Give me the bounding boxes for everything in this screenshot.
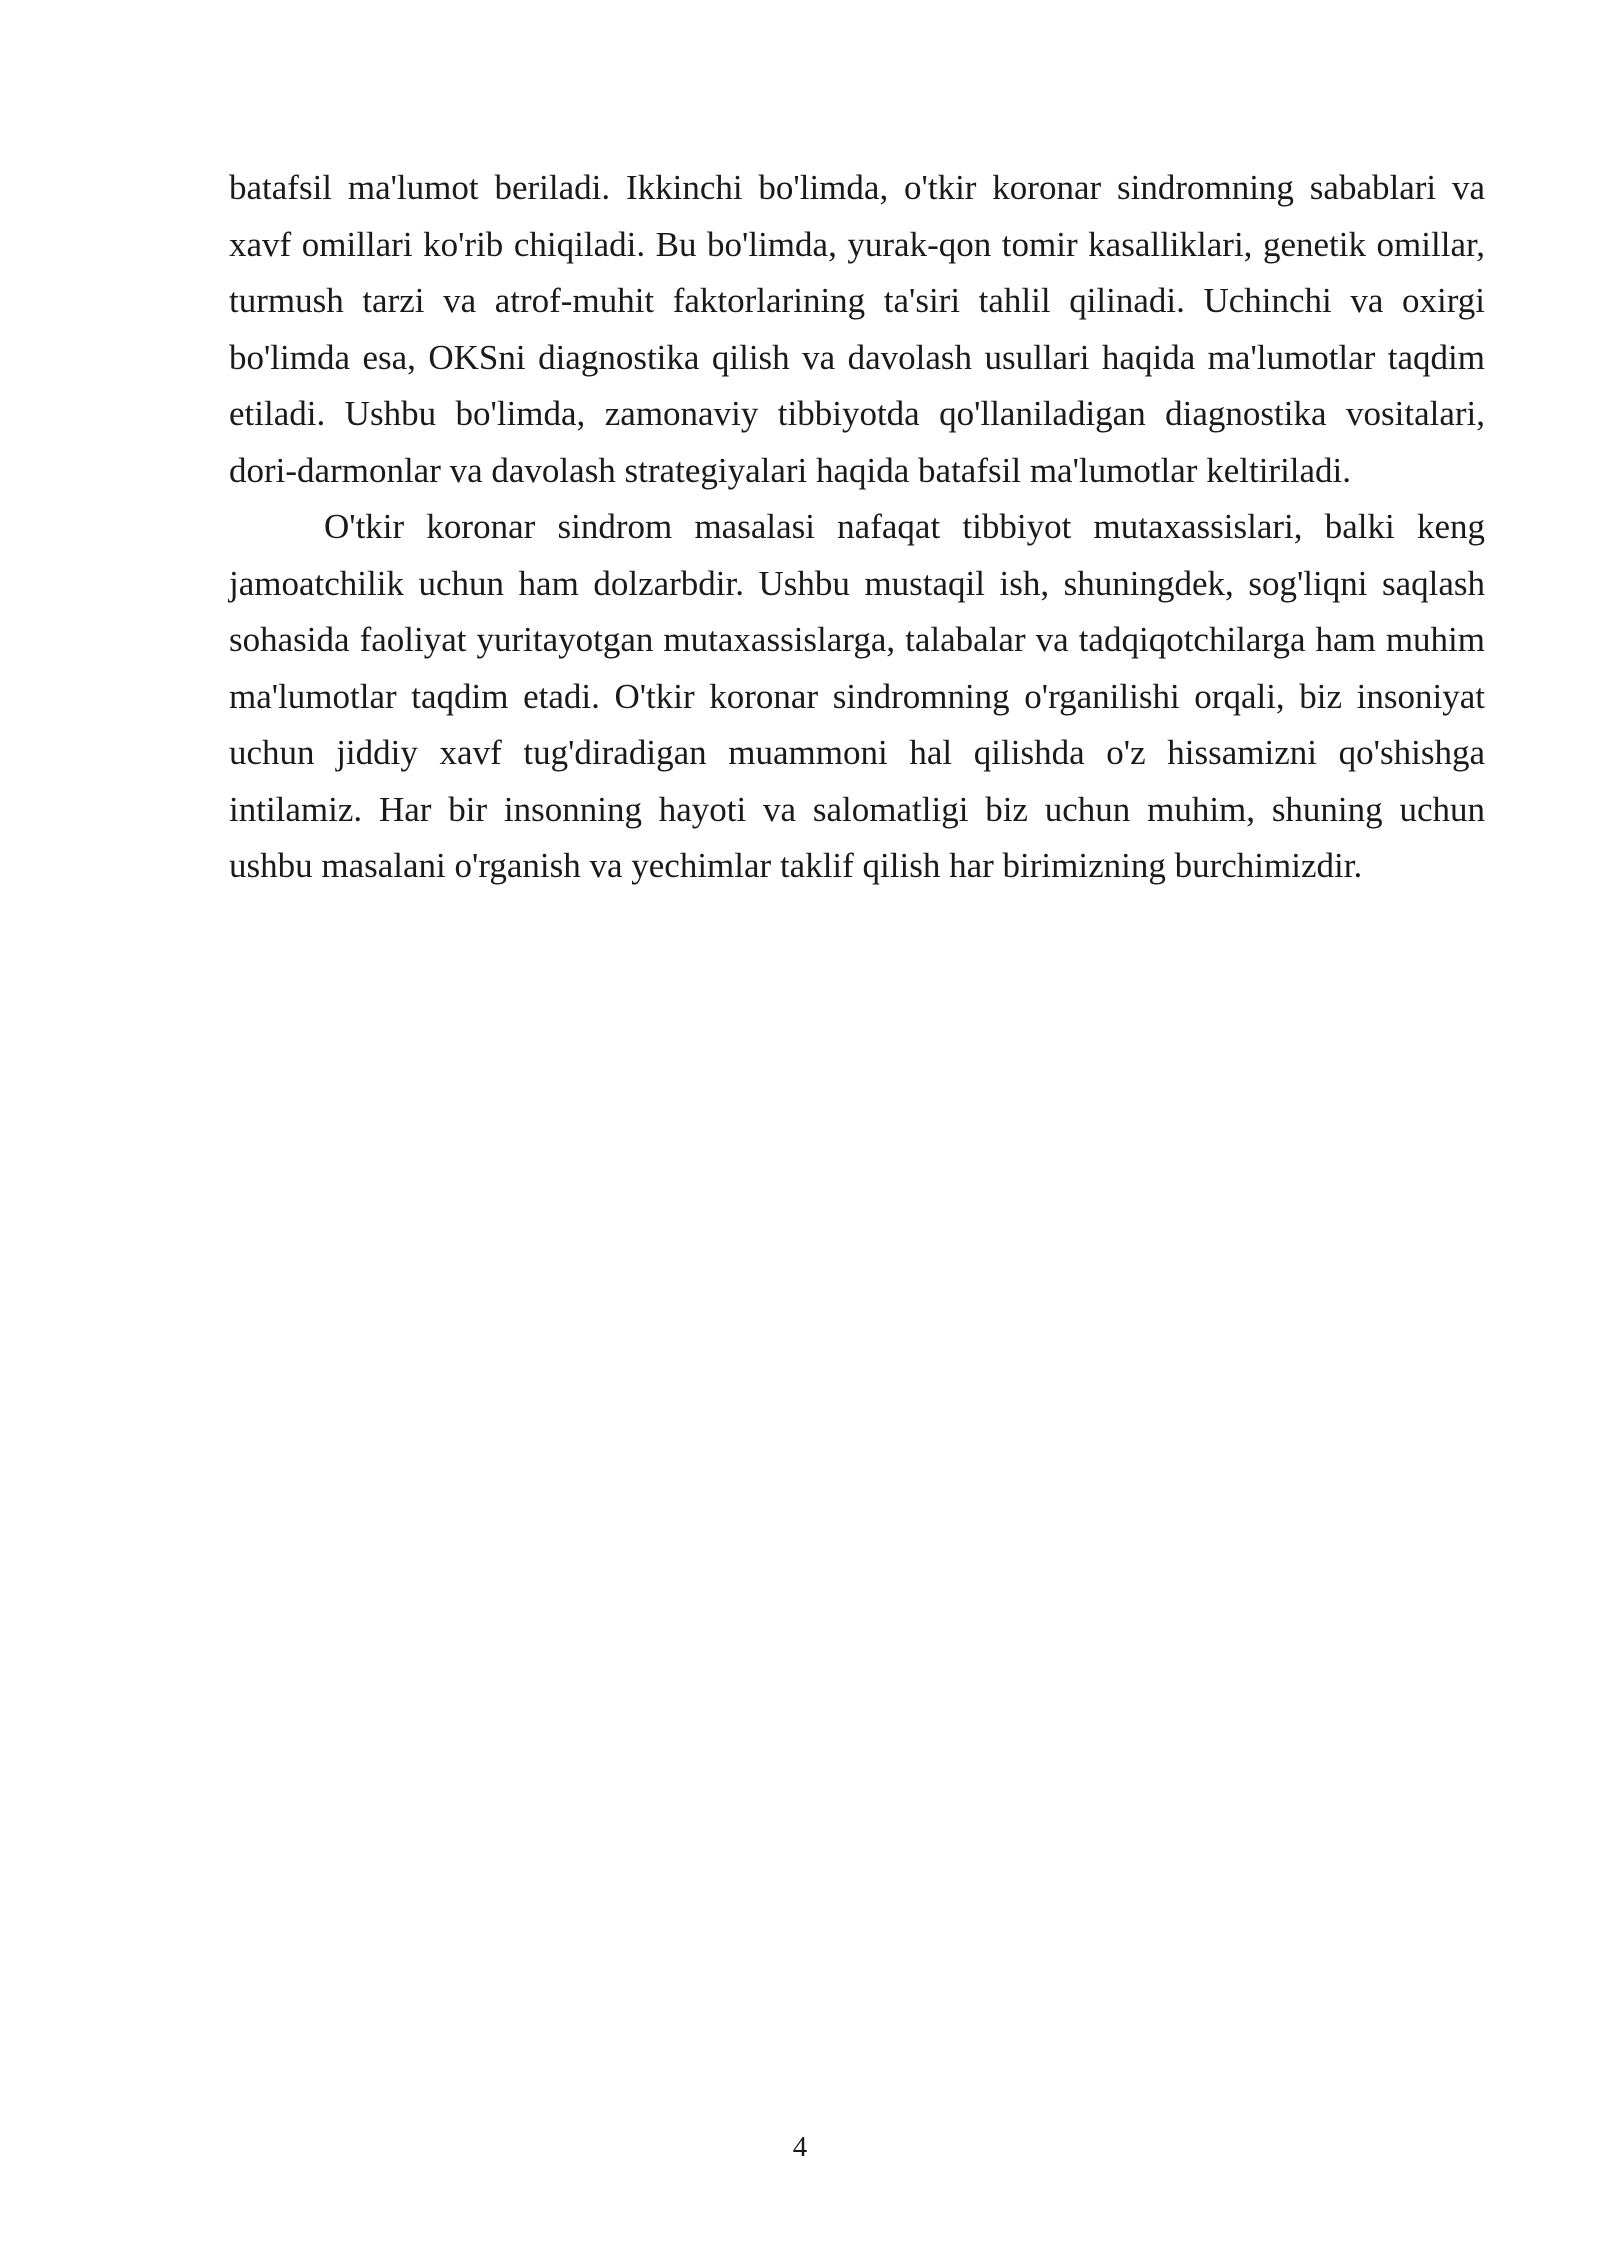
paragraph-1: batafsil ma'lumot beriladi. Ikkinchi bo'limda, o'tkir koronar sindromning sabablari va xavf omillari ko'rib chiqiladi. Bu bo'limda, yurak-qon tomir kasalliklari, genetik omillar, turmush tarzi va atrof-muhit faktorlarining ta'siri tahlil qilinadi. Uchinchi va oxirgi bo'limda esa, OKSni diagnostika qilish va davolash usullari haqida ma'lumotlar taqdim etiladi. Ushbu bo'limda, zamonaviy tibbiyotda qo'llaniladigan diagnostika vositalari, dori-darmonlar va davolash strategiyalari haqida batafsil ma'lumotlar keltiriladi. — [229, 168, 1485, 490]
page-number: 4 — [792, 2131, 808, 2163]
paragraph-2: O'tkir koronar sindrom masalasi nafaqat tibbiyot mutaxassislari, balki keng jamoatchilik uchun ham dolzarbdir. Ushbu mustaqil ish, shuningdek, sog'liqni saqlash sohasida faoliyat yuritayotgan mutaxassislarga, talabalar va tadqiqotchilarga ham muhim ma'lumotlar taqdim etadi. O'tkir koronar sindromning o'rganilishi orqali, biz insoniyat uchun jiddiy xavf tug'diradigan muammoni hal qilishda o'z hissamizni qo'shishga intilamiz. Har bir insonning hayoti va salomatligi biz uchun muhim, shuning uchun ushbu masalani o'rganish va yechimlar taklif qilish har birimizning burchimizdir. — [229, 507, 1485, 885]
body-text — [229, 160, 1485, 895]
